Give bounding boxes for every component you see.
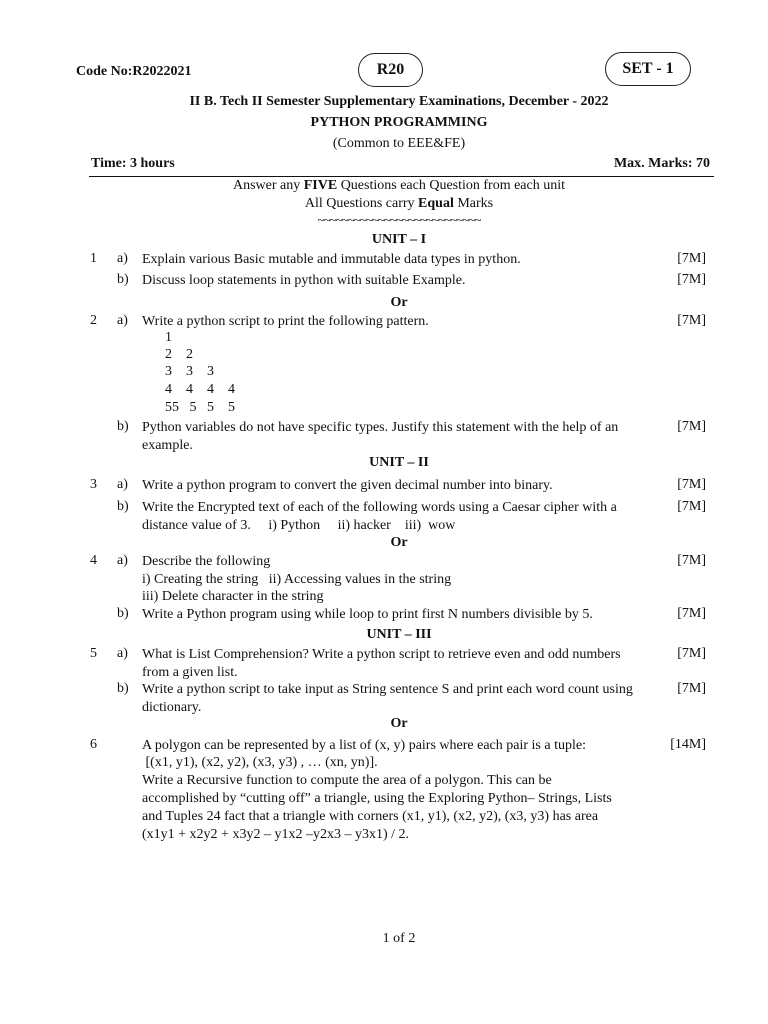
question-4a-line-3: iii) Delete character in the string <box>142 589 324 604</box>
question-3a-marks: [7M] <box>677 477 706 492</box>
page-number: 1 of 2 <box>382 931 416 946</box>
question-3a-text: Write a python program to convert the given decimal number into binary. <box>142 478 553 493</box>
question-5-number: 5 <box>90 646 97 661</box>
pattern-line-3: 3 3 3 <box>165 364 214 379</box>
question-5b-marks: [7M] <box>677 681 706 696</box>
question-5b-label: b) <box>117 681 129 696</box>
question-3-number: 3 <box>90 477 97 492</box>
unit-3-heading: UNIT – III <box>366 627 432 642</box>
header-divider <box>89 176 714 177</box>
question-4b-marks: [7M] <box>677 606 706 621</box>
question-4a-line-2: i) Creating the string ii) Accessing values in the string <box>142 572 452 587</box>
question-5a-marks: [7M] <box>677 646 706 661</box>
question-4a-label: a) <box>117 553 128 568</box>
question-5a-text: What is List Comprehension? Write a python script to retrieve even and odd numbers from a given list. <box>142 647 621 680</box>
exam-code: Code No:R2022021 <box>76 64 192 79</box>
question-4b-label: b) <box>117 606 129 621</box>
question-1b-label: b) <box>117 272 129 287</box>
question-2a-label: a) <box>117 313 128 328</box>
exam-title: II B. Tech II Semester Supplementary Examinations, December - 2022 <box>189 94 609 109</box>
question-2a-text: Write a python script to print the following pattern. <box>142 314 429 329</box>
pattern-line-1: 1 <box>165 330 172 345</box>
question-2-number: 2 <box>90 313 97 328</box>
question-5b-text: Write a python script to take input as String sentence S and print each word count using dictionary. <box>142 682 633 715</box>
question-1a-label: a) <box>117 251 128 266</box>
question-6-line-1: A polygon can be represented by a list of (x, y) pairs where each pair is a tuple: <box>142 738 586 753</box>
or-separator-3: Or <box>390 716 408 731</box>
question-2b-marks: [7M] <box>677 419 706 434</box>
question-4-number: 4 <box>90 553 97 568</box>
question-6-line-2: [(x1, y1), (x2, y2), (x3, y3) , … (xn, yn)]. <box>142 755 378 770</box>
question-6-number: 6 <box>90 737 97 752</box>
exam-time: Time: 3 hours <box>91 156 175 171</box>
regulation-badge: R20 <box>358 53 423 87</box>
question-3b-label: b) <box>117 499 129 514</box>
question-1a-marks: [7M] <box>677 251 706 266</box>
instruction-line-1: Answer any FIVE Questions each Question from each unit <box>232 178 566 193</box>
question-1b-marks: [7M] <box>677 272 706 287</box>
max-marks: Max. Marks: 70 <box>613 156 710 171</box>
subject-title: PYTHON PROGRAMMING <box>310 115 488 130</box>
common-branches: (Common to EEE&FE) <box>332 136 466 151</box>
question-4b-text: Write a Python program using while loop to print first N numbers divisible by 5. <box>142 607 593 622</box>
question-3b-text: Write the Encrypted text of each of the following words using a Caesar cipher with a distance value of 3. i) Python ii) hacker iii) wow <box>142 500 621 533</box>
pattern-line-2: 2 2 <box>165 347 193 362</box>
question-6-marks: [14M] <box>670 737 706 752</box>
question-1b-text: Discuss loop statements in python with suitable Example. <box>142 273 466 288</box>
tilde-divider: ~~~~~~~~~~~~~~~~~~~~~~~~~~~ <box>317 212 481 227</box>
or-separator-2: Or <box>390 535 408 550</box>
question-3a-label: a) <box>117 477 128 492</box>
set-badge: SET - 1 <box>605 52 691 86</box>
unit-2-heading: UNIT – II <box>369 455 429 470</box>
question-6-line-5: and Tuples 24 fact that a triangle with corners (x1, y1), (x2, y2), (x3, y3) has area <box>142 809 599 824</box>
question-4a-marks: [7M] <box>677 553 706 568</box>
question-6-line-6: (x1y1 + x2y2 + x3y2 – y1x2 –y2x3 – y3x1) / 2. <box>142 827 410 842</box>
question-2b-text: Python variables do not have specific types. Justify this statement with the help of an example. <box>142 420 619 453</box>
question-1-number: 1 <box>90 251 97 266</box>
pattern-line-4: 4 4 4 4 <box>165 382 235 397</box>
question-1a-text: Explain various Basic mutable and immutable data types in python. <box>142 252 521 267</box>
unit-1-heading: UNIT – I <box>371 232 427 247</box>
question-4a-line-1: Describe the following <box>142 554 271 569</box>
question-2b-label: b) <box>117 419 129 434</box>
pattern-line-5: 55 5 5 5 <box>165 400 235 415</box>
question-2a-marks: [7M] <box>677 313 706 328</box>
question-3b-marks: [7M] <box>677 499 706 514</box>
question-6-line-4: accomplished by “cutting off” a triangle, using the Exploring Python– Strings, Lists <box>142 791 612 806</box>
question-5a-label: a) <box>117 646 128 661</box>
instruction-line-2: All Questions carry Equal Marks <box>304 196 494 211</box>
or-separator-1: Or <box>390 295 408 310</box>
question-6-line-3: Write a Recursive function to compute the area of a polygon. This can be <box>142 773 552 788</box>
